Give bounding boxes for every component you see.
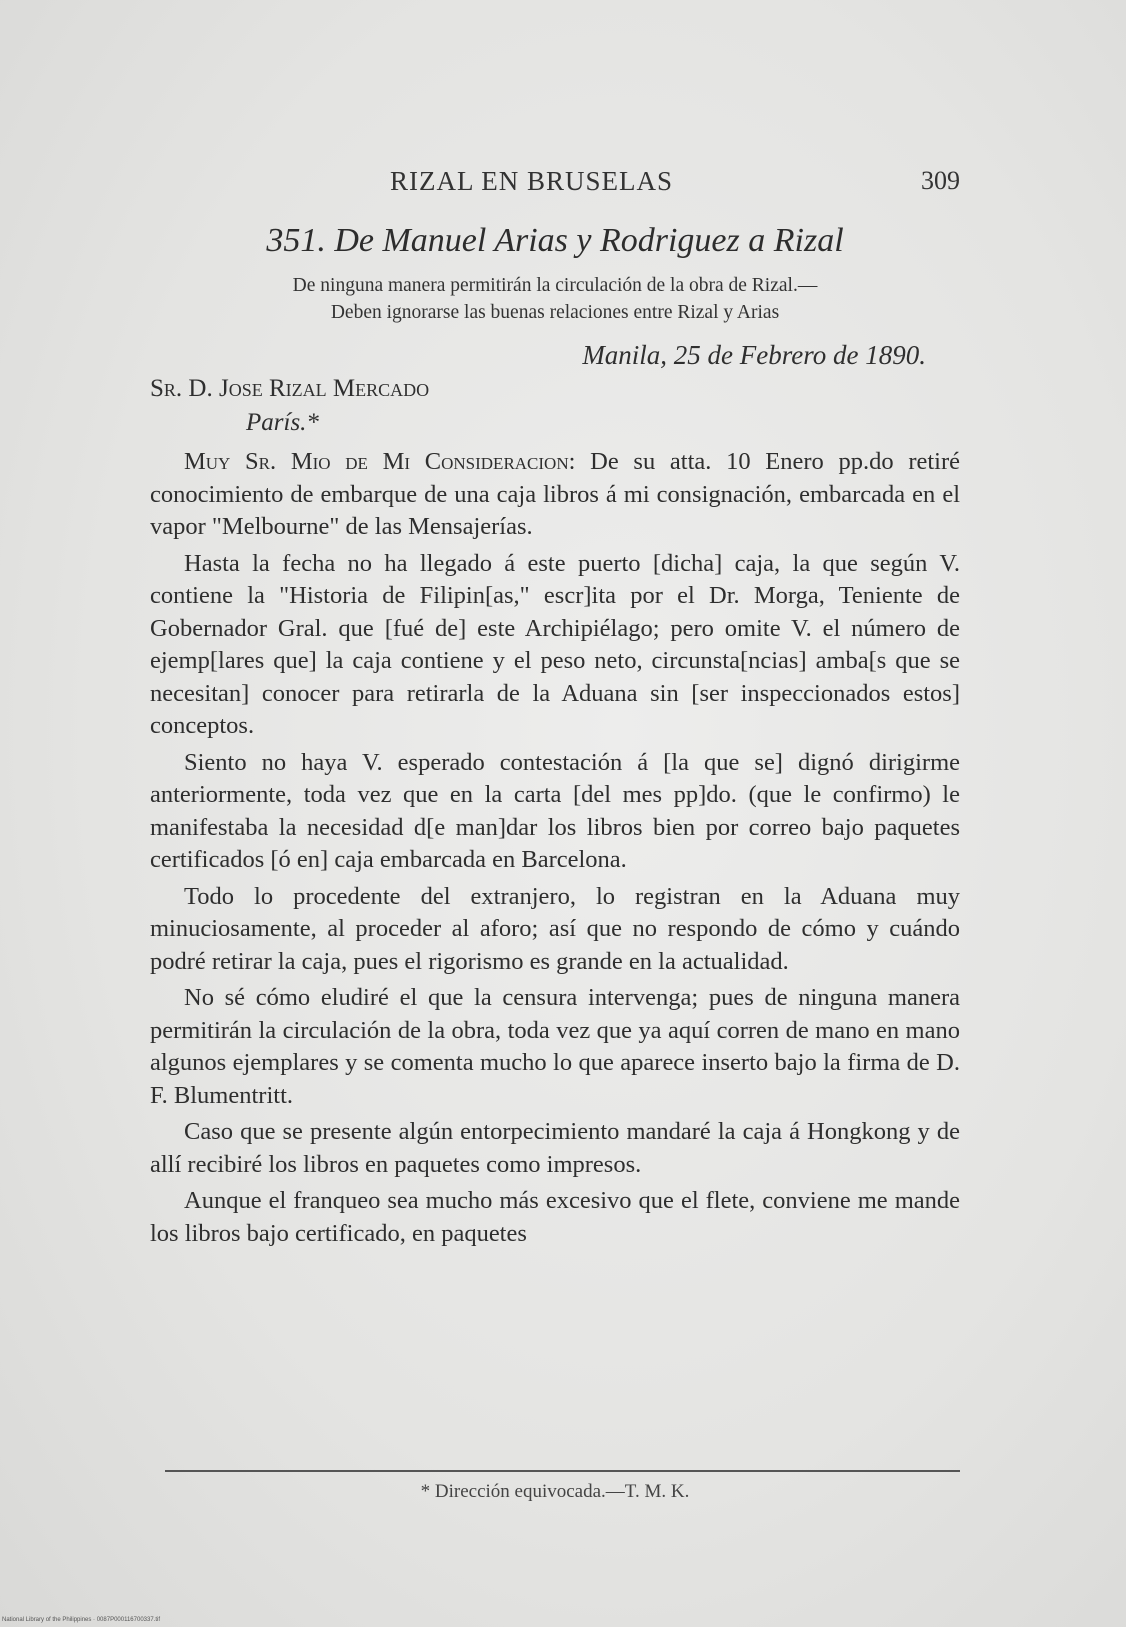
paragraph-1-text: : De su atta. 10 Enero pp.do retiré conocimiento de embarque de una caja libros á mi consignación, embarcada en el vapor "Melbourne" de las Mensajerías. [150, 448, 960, 540]
footnote-rule [165, 1470, 960, 1472]
scan-credit: National Library of the Philippines · 0087P000116700337.tif [2, 1617, 160, 1623]
body-paragraph-7: Aunque el franqueo sea mucho más excesivo que el flete, conviene me mande los libros bajo certificado, en paquetes [150, 1187, 960, 1247]
running-title: RIZAL EN BRUSELAS [390, 166, 674, 196]
letter-title: 351. De Manuel Arias y Rodriguez a Rizal [266, 222, 844, 259]
letter-summary [150, 272, 960, 326]
body-paragraph-6: Caso que se presente algún entorpecimiento mandaré la caja á Hongkong y de allí recibiré los libros en paquetes como impresos. [150, 1118, 960, 1178]
body-paragraph-4: Todo lo procedente del extranjero, lo registran en la Aduana muy minuciosamente, al proceder al aforo; así que no respondo de cómo y cuándo podré retirar la caja, pues el rigorismo es grande en la actualidad. [150, 882, 960, 975]
body-paragraph-5: No sé cómo eludiré el que la censura intervenga; pues de ninguna manera permitirán la circulación de la obra, toda vez que ya aquí corren de mano en mano algunos ejemplares y se comenta mucho lo que aparece inserto bajo la firma de D. F. Blumentritt. [150, 984, 960, 1109]
letter-body [150, 446, 960, 1254]
body-paragraph-1 [150, 446, 960, 544]
page-number: 309 [921, 166, 960, 195]
addressee-name: Sr. D. Jose Rizal Mercado [150, 375, 430, 402]
body-paragraph-2: Hasta la fecha no ha llegado á este puerto [dicha] caja, la que según V. contiene la "Historia de Filipin[as," escr]ita por el Dr. Morga, Teniente de Gobernador Gral. que [fué de] este Archipiélago; pero omite V. el número de ejemp[lares que] la caja contiene y el peso neto, circunsta[ncias] amba[s que se necesitan] conocer para retirarla de la Aduana sin [ser inspeccionados estos] conceptos. [150, 549, 960, 739]
summary-line-1: De ninguna manera permitirán la circulación de la obra de Rizal.— [292, 275, 818, 296]
addressee-place: París.* [246, 409, 319, 436]
body-paragraph-3: Siento no haya V. esperado contestación á [la que se] dignó dirigirme anteriormente, toda vez que en la carta [del mes pp]do. (que le confirmo) le manifestaba la necesidad d[e man]dar los libros bien por correo bajo paquetes certificados [ó en] caja embarcada en Barcelona. [150, 748, 960, 873]
place-date: Manila, 25 de Febrero de 1890. [582, 340, 926, 370]
summary-line-2: Deben ignorarse las buenas relaciones entre Rizal y Arias [330, 302, 780, 323]
addressee [150, 372, 429, 440]
running-head [150, 166, 960, 202]
salutation: Muy Sr. Mio de Mi Consideracion [184, 448, 569, 475]
footnote: * Dirección equivocada.—T. M. K. [420, 1481, 690, 1502]
